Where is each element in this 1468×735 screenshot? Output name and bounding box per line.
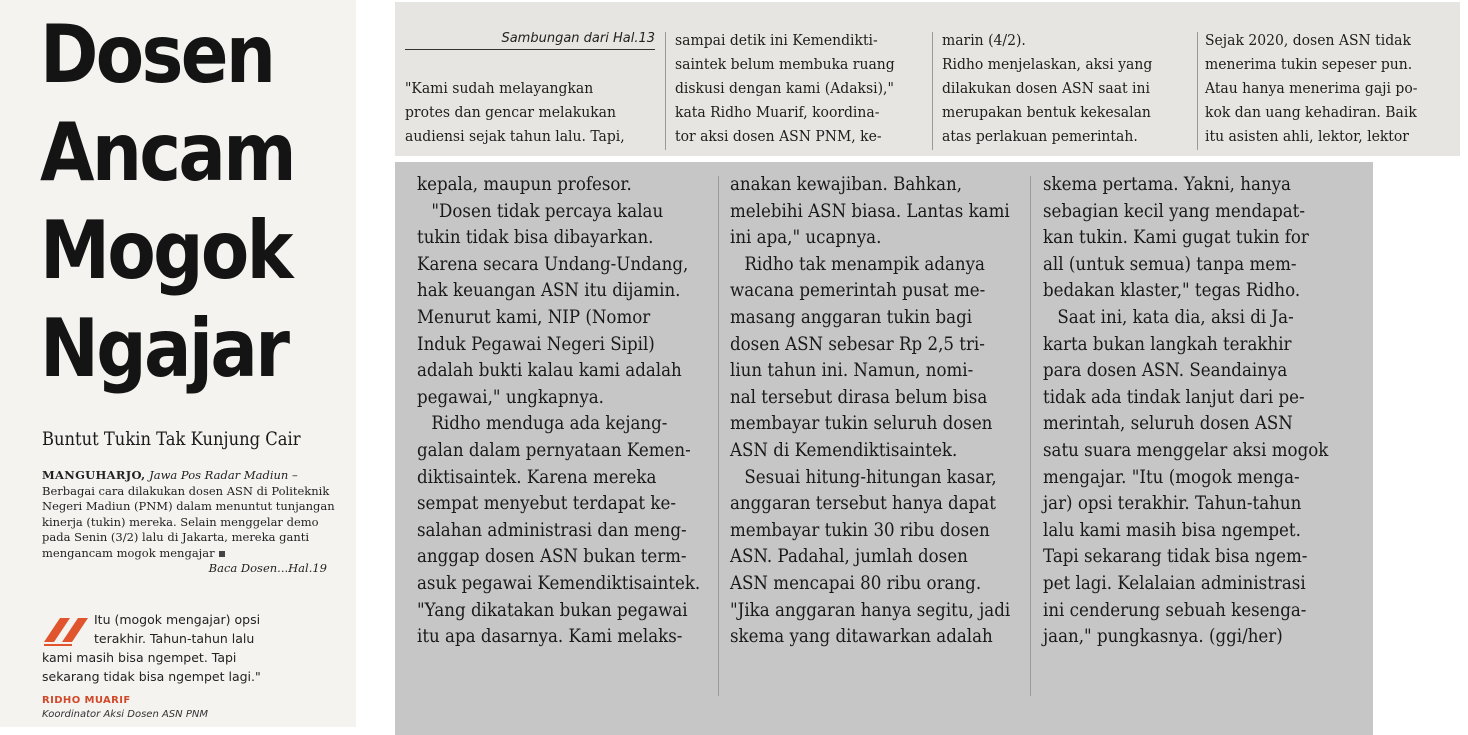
pull-quote-line: sekarang tidak bisa ngempet lagi." [42,669,261,684]
pull-quote [42,610,342,686]
column-divider [665,32,666,150]
text-line: Induk Pegawai Negeri Sipil) [417,333,655,355]
text-line: anggap dosen ASN bukan term- [417,546,687,568]
text-line: jar) opsi terakhir. Tahun-tahun [1043,493,1302,515]
column-divider [932,32,933,150]
text-line: Karena secara Undang-Undang, [417,253,689,275]
column-divider [1030,176,1031,696]
text-line: liun tahun ini. Namun, nomi- [730,360,974,382]
text-line: kata Ridho Muarif, koordina- [675,103,880,121]
lead-text: – Berbagai cara dilakukan dosen ASN di Politeknik Negeri Madiun (PNM) dalam menuntut tunjangan kinerja (tukin) mereka. Selain menggelar demo pada Senin (3/2) lalu di Jakarta, mereka ganti mengancam mogok mengajar [42,468,335,560]
end-square-icon [219,551,225,557]
text-line: wacana pemerintah pusat me- [730,280,986,302]
text-line: pet lagi. Kelalaian administrasi [1043,572,1306,594]
text-line: Atau hanya menerima gaji po- [1205,79,1418,97]
text-line: menerima tukin sepeser pun. [1205,55,1413,73]
text-line: para dosen ASN. Seandainya [1043,360,1288,382]
headline-line: Dosen [40,8,274,101]
text-line: "Jika anggaran hanya segitu, jadi [730,599,1011,621]
text-line: masang anggaran tukin bagi [730,306,973,328]
text-line: itu apa dasarnya. Kami melaks- [417,626,683,648]
text-line: "Dosen tidak percaya kalau [431,200,664,222]
text-line: atas perlakuan pemerintah. [942,127,1138,145]
text-line: satu suara menggelar aksi mogok [1043,439,1329,461]
text-line: tor aksi dosen ASN PNM, ke- [675,127,882,145]
text-line: ini cenderung sebuah kesenga- [1043,599,1307,621]
divider [405,49,655,50]
text-line: pegawai," ungkapnya. [417,386,604,408]
column-divider [1197,32,1198,150]
text-line: bedakan klaster," tegas Ridho. [1043,280,1301,302]
text-line: Saat ini, kata dia, aksi di Ja- [1057,306,1294,328]
front-page-clipping [0,0,356,727]
text-line: mengajar. "Itu (mogok menga- [1043,466,1300,488]
text-line: hak keuangan ASN itu dijamin. [417,280,681,302]
body-column-1 [417,172,717,651]
headline-line: Ancam [40,106,295,199]
top-column-2 [675,28,911,148]
top-column-4 [1205,28,1433,148]
text-line: audiensi sejak tahun lalu. Tapi, [405,127,625,145]
text-line: ini apa," ucapnya. [730,227,882,249]
text-line: diskusi dengan kami (Adaksi)," [675,79,894,97]
continued-from-label: Sambungan dari Hal.13 [501,31,655,46]
top-column-1 [405,76,641,148]
text-line: dilakukan dosen ASN saat ini [942,79,1150,97]
text-line: adalah bukti kalau kami adalah [417,360,682,382]
text-line: tidak ada tindak lanjut dari pe- [1043,386,1305,408]
text-line: melebihi ASN biasa. Lantas kami [730,200,1010,222]
text-line: all (untuk semua) tanpa mem- [1043,253,1297,275]
headline-line: Ngajar [40,302,288,395]
text-line: anggaran tersebut hanya dapat [730,493,996,515]
subheadline: Buntut Tukin Tak Kunjung Cair [42,428,301,450]
text-line: jaan," pungkasnya. (ggi/her) [1043,626,1283,648]
article-body [395,162,1373,735]
text-line: ASN di Kemendiktisaintek. [730,439,958,461]
text-line: sampai detik ini Kemendikti- [675,31,878,49]
text-line: tukin tidak bisa dibayarkan. [417,227,654,249]
text-line: kepala, maupun profesor. [417,174,632,195]
text-line: saintek belum membuka ruang [675,55,895,73]
continuation-strip [395,2,1460,156]
text-line: kok dan uang kehadiran. Baik [1205,103,1417,121]
body-column-2 [730,172,1030,651]
text-line: Ridho menjelaskan, aksi yang [942,55,1153,73]
text-line: sempat menyebut terdapat ke- [417,493,676,515]
text-line: lalu kami masih bisa ngempet. [1043,519,1301,541]
body-column-3 [1043,172,1343,651]
dateline-place: MANGUHARJO, [42,468,146,482]
text-line: Menurut kami, NIP (Nomor [417,306,651,328]
pull-quote-role: Koordinator Aksi Dosen ASN PNM [42,709,208,720]
text-line: galan dalam pernyataan Kemen- [417,439,691,461]
text-line: itu asisten ahli, lektor, lektor [1205,127,1409,145]
text-line: asuk pegawai Kemendiktisaintek. [417,572,701,594]
text-line: "Yang dikatakan bukan pegawai [417,599,688,621]
lead-paragraph [42,468,347,577]
text-line: dosen ASN sebesar Rp 2,5 tri- [730,333,985,355]
text-line: merupakan bentuk kekesalan [942,103,1151,121]
text-line: diktisaintek. Karena mereka [417,466,657,488]
pull-quote-line: Itu (mogok mengajar) opsi [94,612,261,627]
text-line: Sejak 2020, dosen ASN tidak [1205,31,1411,49]
text-line: merintah, seluruh dosen ASN [1043,413,1293,435]
text-line: Ridho tak menampik adanya [744,253,985,275]
headline-line: Mogok [40,204,291,297]
text-line: Ridho menduga ada kejang- [431,413,668,435]
text-line: marin (4/2). [942,31,1026,49]
text-line: salahan administrasi dan meng- [417,519,687,541]
text-line: karta bukan langkah terakhir [1043,333,1292,355]
text-line: Tapi sekarang tidak bisa ngem- [1043,546,1308,568]
text-line: skema pertama. Yakni, hanya [1043,174,1291,195]
continued-on-label: Baca Dosen...Hal.19 [208,561,327,575]
text-line: ASN. Padahal, jumlah dosen [730,546,968,568]
text-line: protes dan gencar melakukan [405,103,616,121]
text-line: kan tukin. Kami gugat tukin for [1043,227,1309,249]
pull-quote-name: RIDHO MUARIF [42,695,131,706]
text-line: membayar tukin seluruh dosen [730,413,993,435]
headline [40,6,313,398]
top-column-3 [942,28,1168,148]
dateline-source: Jawa Pos Radar Madiun [149,468,289,482]
text-line: sebagian kecil yang mendapat- [1043,200,1305,222]
text-line: "Kami sudah melayangkan [405,79,594,97]
column-divider [718,176,719,696]
text-line: nal tersebut dirasa belum bisa [730,386,988,408]
text-line: membayar tukin 30 ribu dosen [730,519,990,541]
text-line: Sesuai hitung-hitungan kasar, [744,466,997,488]
text-line: skema yang ditawarkan adalah [730,626,993,648]
text-line: ASN mencapai 80 ribu orang. [730,572,982,594]
text-line: anakan kewajiban. Bahkan, [730,174,963,195]
pull-quote-line: kami masih bisa ngempet. Tapi [42,650,237,665]
pull-quote-line: terakhir. Tahun-tahun lalu [94,631,255,646]
